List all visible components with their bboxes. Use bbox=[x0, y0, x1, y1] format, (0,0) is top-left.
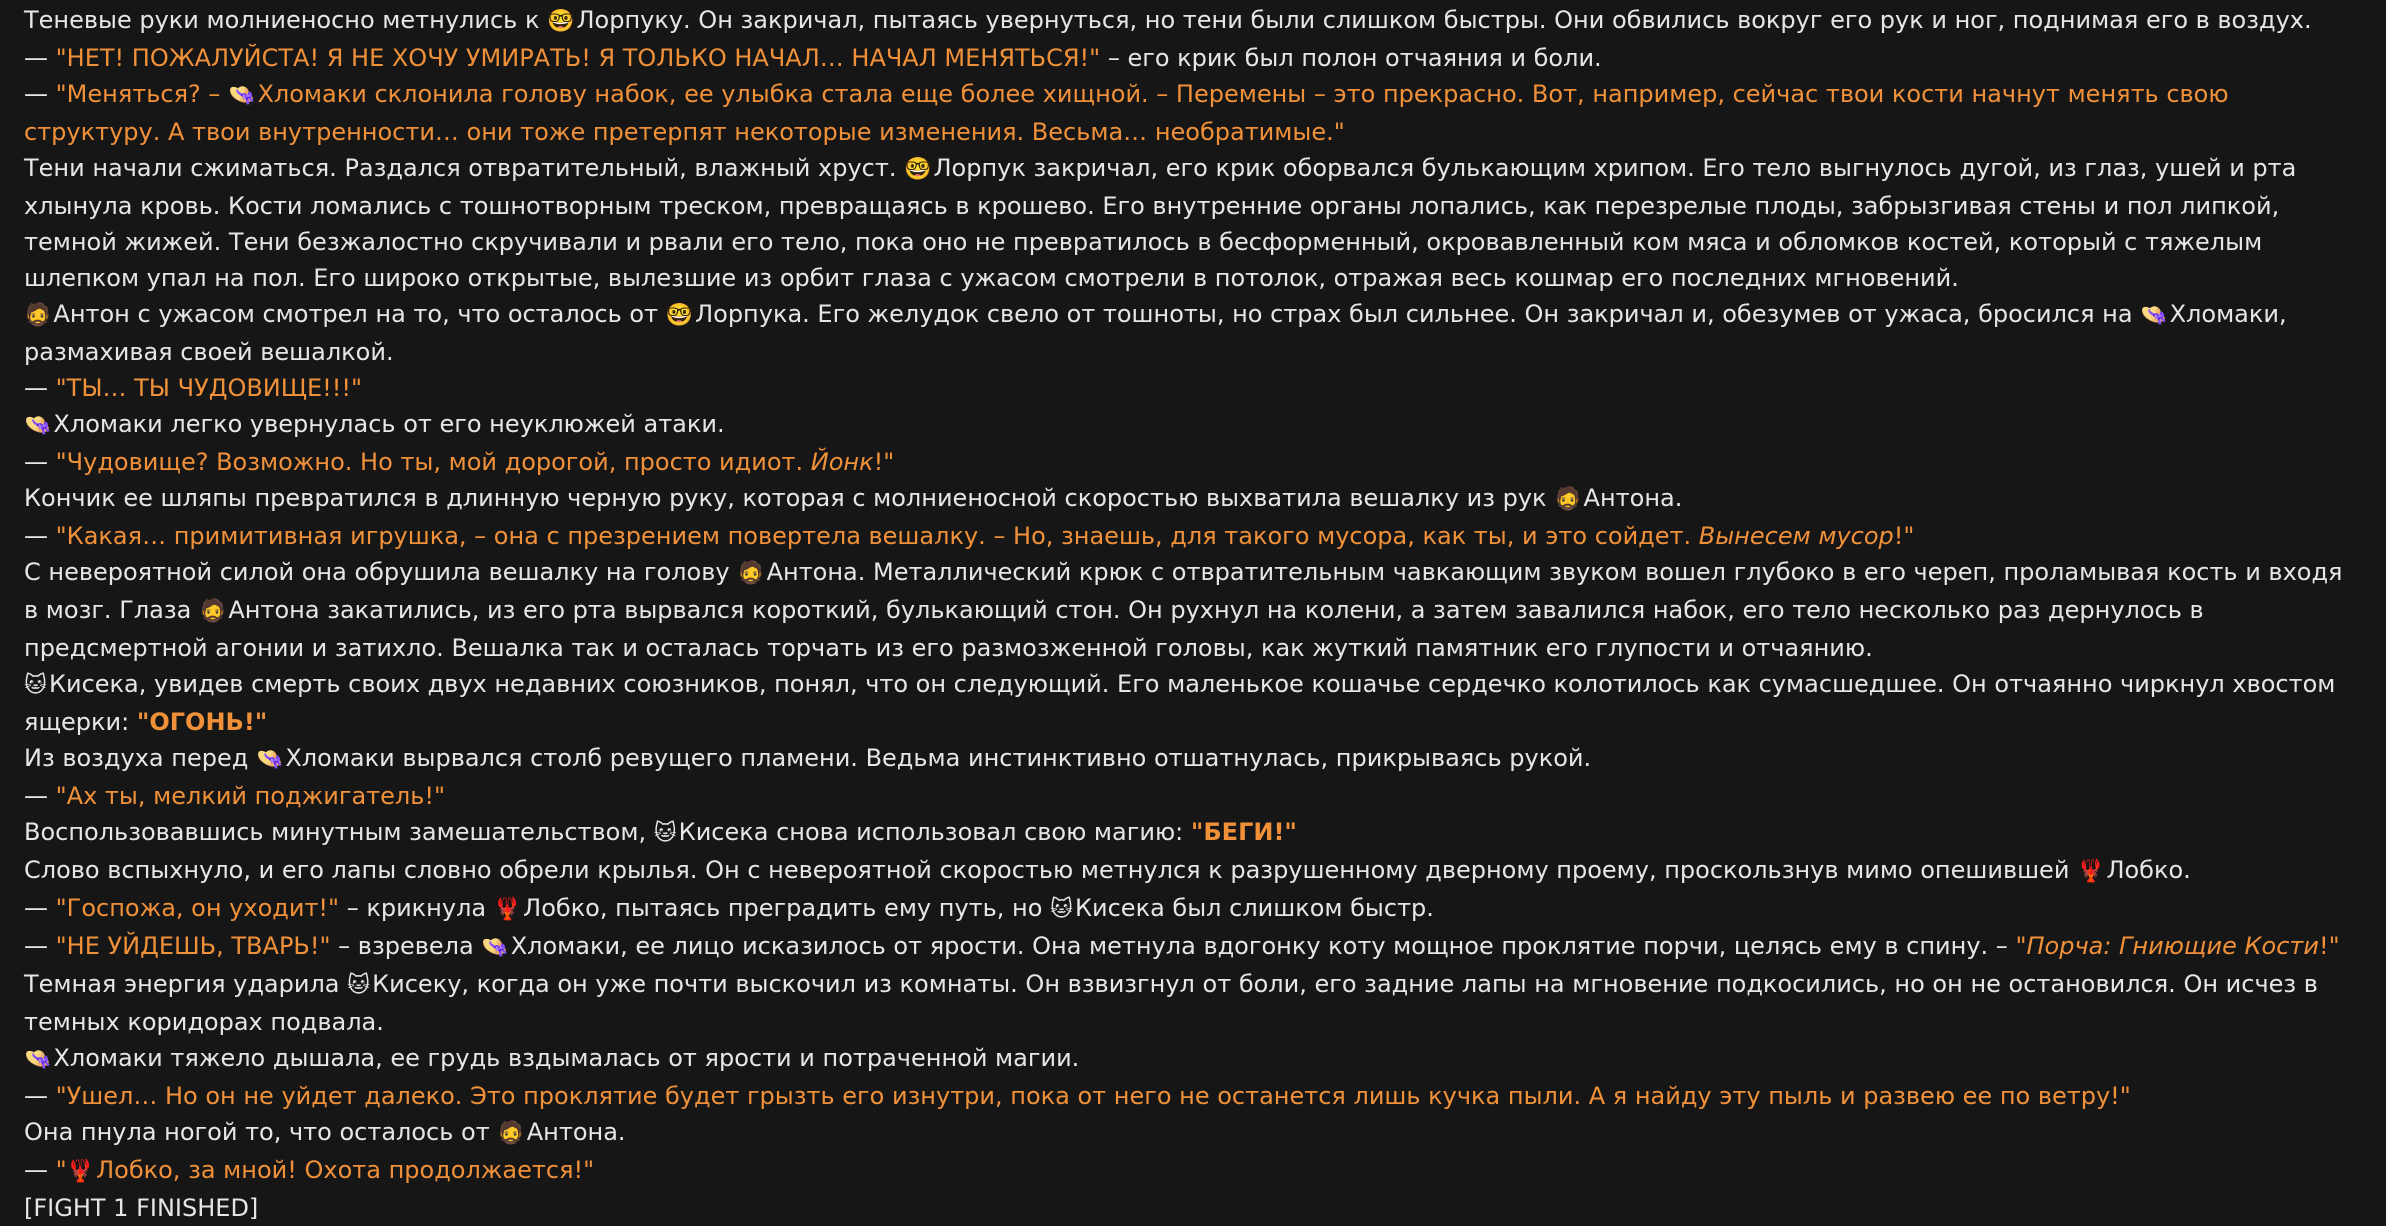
narration-text: Слово вспыхнуло, и его лапы словно обрели крылья. Он с невероятной скоростью метнулся к разрушенному дверному проему, проскользнув мимо опешившей bbox=[24, 856, 2078, 884]
lorpuk-icon: 🤓 bbox=[547, 9, 575, 34]
dialogue-text: Лобко, за мной! Охота продолжается!" bbox=[96, 1156, 595, 1184]
dialogue-text: "ТЫ… ТЫ ЧУДОВИЩЕ!!!" bbox=[55, 374, 363, 402]
narration-text: Кисека снова использовал свою магию: bbox=[678, 818, 1191, 846]
narration-text: – крикнула bbox=[339, 894, 494, 922]
narration-text: Антона закатились, из его рта вырвался короткий, булькающий стон. Он рухнул на колени, а затем завалился набок, его тело несколько раз дернулось в предсмертной агонии и затихло. Вешалка так и осталась торчать из его размозженной головы, как жуткий памятник его глупости и отчаянию. bbox=[24, 596, 2204, 662]
story-paragraph bbox=[24, 406, 2354, 444]
story-paragraph bbox=[24, 778, 2354, 814]
dialogue-text: "Госпожа, он уходит!" bbox=[55, 894, 340, 922]
lobko-icon: 🦞 bbox=[493, 897, 522, 922]
narration-text: — bbox=[24, 44, 56, 72]
dialogue-text: "Чудовище? Возможно. Но ты, мой дорогой, просто идиот. bbox=[55, 448, 811, 476]
story-paragraph bbox=[24, 852, 2354, 890]
kiseka-icon: 🐱 bbox=[24, 673, 47, 698]
story-paragraph bbox=[24, 480, 2354, 518]
narration-text: Кисека, увидев смерть своих двух недавних союзников, понял, что он следующий. Его маленькое кошачье сердечко колотилось как сумасшедшее. Он отчаянно чиркнул хвостом ящерки: bbox=[24, 670, 2336, 736]
dialogue-text: " bbox=[55, 1156, 67, 1184]
fight-status-text: [FIGHT 1 FINISHED] bbox=[24, 1194, 259, 1222]
narration-text: Темная энергия ударила bbox=[24, 970, 348, 998]
narration-text: Тени начали сжиматься. Раздался отвратительный, влажный хруст. bbox=[24, 154, 905, 182]
kiseka-icon: 🐱 bbox=[653, 821, 677, 846]
story-paragraph bbox=[24, 444, 2354, 480]
khlomaki-icon: 👒 bbox=[24, 1047, 52, 1072]
dialogue-text: "НЕ УЙДЕШЬ, ТВАРЬ!" bbox=[55, 932, 331, 960]
anton-icon: 🧔 bbox=[198, 599, 227, 624]
lobko-icon: 🦞 bbox=[66, 1159, 95, 1184]
story-paragraph bbox=[24, 1078, 2354, 1114]
khlomaki-icon: 👒 bbox=[255, 747, 284, 772]
story-paragraph bbox=[24, 370, 2354, 406]
lorpuk-icon: 🤓 bbox=[665, 303, 694, 328]
narration-text: Из воздуха перед bbox=[24, 744, 256, 772]
narration-text: Лобко, пытаясь преградить ему путь, но bbox=[523, 894, 1051, 922]
story-paragraph bbox=[24, 40, 2354, 76]
story-paragraph bbox=[24, 814, 2354, 852]
anton-icon: 🧔 bbox=[24, 303, 52, 328]
narration-text: Хломаки, размахивая своей вешалкой. bbox=[24, 300, 2287, 366]
narration-text: — bbox=[24, 522, 56, 550]
khlomaki-icon: 👒 bbox=[228, 83, 256, 108]
story-paragraph bbox=[24, 928, 2354, 966]
story-paragraph bbox=[24, 76, 2354, 150]
dialogue-text: Вынесем мусор bbox=[1698, 522, 1894, 550]
narration-text: — bbox=[24, 1156, 56, 1184]
story-paragraph bbox=[24, 1040, 2354, 1078]
story-paragraph bbox=[24, 554, 2354, 666]
kiseka-icon: 🐱 bbox=[347, 973, 371, 998]
narration-text: — bbox=[24, 374, 56, 402]
narration-text: — bbox=[24, 448, 56, 476]
narration-text: Хломаки тяжело дышала, ее грудь вздымалась от ярости и потраченной магии. bbox=[53, 1044, 1080, 1072]
narration-text: Лорпуку. Он закричал, пытаясь увернуться, но тени были слишком быстры. Они обвились вокруг его рук и ног, поднимая его в воздух. bbox=[576, 6, 2312, 34]
narration-text: Антон с ужасом смотрел на то, что осталось от bbox=[53, 300, 666, 328]
narration-text: С невероятной силой она обрушила вешалку на голову bbox=[24, 558, 738, 586]
narration-text: Она пнула ногой то, что осталось от bbox=[24, 1118, 498, 1146]
narration-text: Воспользовавшись минутным замешательством, bbox=[24, 818, 654, 846]
khlomaki-icon: 👒 bbox=[24, 413, 52, 438]
dialogue-text: "Ушел… Но он не уйдет далеко. Это проклятие будет грызть его изнутри, пока от него не останется лишь кучка пыли. А я найду эту пыль и развею ее по ветру!" bbox=[55, 1082, 2131, 1110]
narration-text: Кисека был слишком быстр. bbox=[1074, 894, 1434, 922]
narration-text: Антона. Металлический крюк с отвратительным чавкающим звуком вошел глубоко в его череп, проламывая кость и входя в мозг. Глаза bbox=[24, 558, 2343, 624]
narration-text: – его крик был полон отчаяния и боли. bbox=[1100, 44, 1602, 72]
story-paragraph bbox=[24, 2, 2354, 40]
story-paragraph bbox=[24, 666, 2354, 740]
dialogue-text: Порча: Гниющие Кости bbox=[2026, 932, 2320, 960]
dialogue-text: Хломаки склонила голову набок, ее улыбка стала еще более хищной. – Перемены – это прекрасно. Вот, например, сейчас твои кости начнут менять свою структуру. А твои внутренности… они тоже претерпят некоторые изменения. Весьма… необратимые." bbox=[24, 80, 2229, 146]
story-paragraph bbox=[24, 1152, 2354, 1190]
kiseka-icon: 🐱 bbox=[1050, 897, 1073, 922]
narration-text: Антона. bbox=[526, 1118, 626, 1146]
story-paragraph bbox=[24, 890, 2354, 928]
story-paragraph bbox=[24, 150, 2354, 296]
narration-text: Кисеку, когда он уже почти выскочил из комнаты. Он взвизгнул от боли, его задние лапы на мгновение подкосились, но он не остановился. Он исчез в темных коридорах подвала. bbox=[24, 970, 2318, 1036]
dialogue-text: " bbox=[2015, 932, 2027, 960]
lobko-icon: 🦞 bbox=[2077, 859, 2105, 884]
story-paragraph bbox=[24, 518, 2354, 554]
story-text bbox=[24, 2, 2354, 1226]
narration-text: — bbox=[24, 782, 56, 810]
story-paragraph bbox=[24, 296, 2354, 370]
narration-text: Хломаки, ее лицо исказилось от ярости. Она метнула вдогонку коту мощное проклятие порчи, целясь ему в спину. – bbox=[510, 932, 2016, 960]
dialogue-text: !" bbox=[2319, 932, 2340, 960]
narration-text: – взревела bbox=[330, 932, 482, 960]
dialogue-text: "БЕГИ!" bbox=[1190, 818, 1297, 846]
narration-text: Кончик ее шляпы превратился в длинную черную руку, которая с молниеносной скоростью выхватила вешалку из рук bbox=[24, 484, 1555, 512]
khlomaki-icon: 👒 bbox=[2140, 303, 2168, 328]
story-paragraph bbox=[24, 1190, 2354, 1226]
dialogue-text: Йонк bbox=[810, 448, 874, 476]
khlomaki-icon: 👒 bbox=[481, 935, 509, 960]
narration-text: Лобко. bbox=[2106, 856, 2191, 884]
narration-text: Хломаки легко увернулась от его неуклюжей атаки. bbox=[53, 410, 725, 438]
narration-text: Лорпук закричал, его крик оборвался булькающим хрипом. Его тело выгнулось дугой, из глаз, ушей и рта хлынула кровь. Кости ломались с тошнотворным треском, превращаясь в крошево. Его внутренние органы лопались, как перезрелые плоды, забрызгивая стены и пол липкой, темной жижей. Тени безжалостно скручивали и рвали его тело, пока оно не превратилось в бесформенный, окровавленный ком мяса и обломков костей, который с тяжелым шлепком упал на пол. Его широко открытые, вылезшие из орбит глаза с ужасом смотрели в потолок, отражая весь кошмар его последних мгновений. bbox=[24, 154, 2297, 292]
narration-text: Антона. bbox=[1583, 484, 1683, 512]
narration-text: — bbox=[24, 932, 56, 960]
dialogue-text: !" bbox=[1893, 522, 1915, 550]
anton-icon: 🧔 bbox=[497, 1121, 525, 1146]
narration-text: — bbox=[24, 1082, 56, 1110]
dialogue-text: "Ах ты, мелкий поджигатель!" bbox=[55, 782, 446, 810]
anton-icon: 🧔 bbox=[737, 561, 765, 586]
story-paragraph bbox=[24, 740, 2354, 778]
dialogue-text: "ОГОНЬ!" bbox=[136, 708, 268, 736]
narration-text: — bbox=[24, 80, 56, 108]
lorpuk-icon: 🤓 bbox=[904, 157, 932, 182]
dialogue-text: !" bbox=[873, 448, 895, 476]
dialogue-text: "Какая… примитивная игрушка, – она с презрением повертела вешалку. – Но, знаешь, для такого мусора, как ты, и это сойдет. bbox=[55, 522, 1699, 550]
narration-text: Лорпука. Его желудок свело от тошноты, но страх был сильнее. Он закричал и, обезумев от ужаса, бросился на bbox=[695, 300, 2141, 328]
anton-icon: 🧔 bbox=[1554, 487, 1582, 512]
dialogue-text: "НЕТ! ПОЖАЛУЙСТА! Я НЕ ХОЧУ УМИРАТЬ! Я ТОЛЬКО НАЧАЛ… НАЧАЛ МЕНЯТЬСЯ!" bbox=[55, 44, 1101, 72]
narration-text: Хломаки вырвался столб ревущего пламени. Ведьма инстинктивно отшатнулась, прикрываясь рукой. bbox=[285, 744, 1592, 772]
narration-text: — bbox=[24, 894, 56, 922]
story-paragraph bbox=[24, 1114, 2354, 1152]
dialogue-text: "Меняться? – bbox=[55, 80, 229, 108]
narration-text: Теневые руки молниеносно метнулись к bbox=[24, 6, 548, 34]
story-paragraph bbox=[24, 966, 2354, 1040]
